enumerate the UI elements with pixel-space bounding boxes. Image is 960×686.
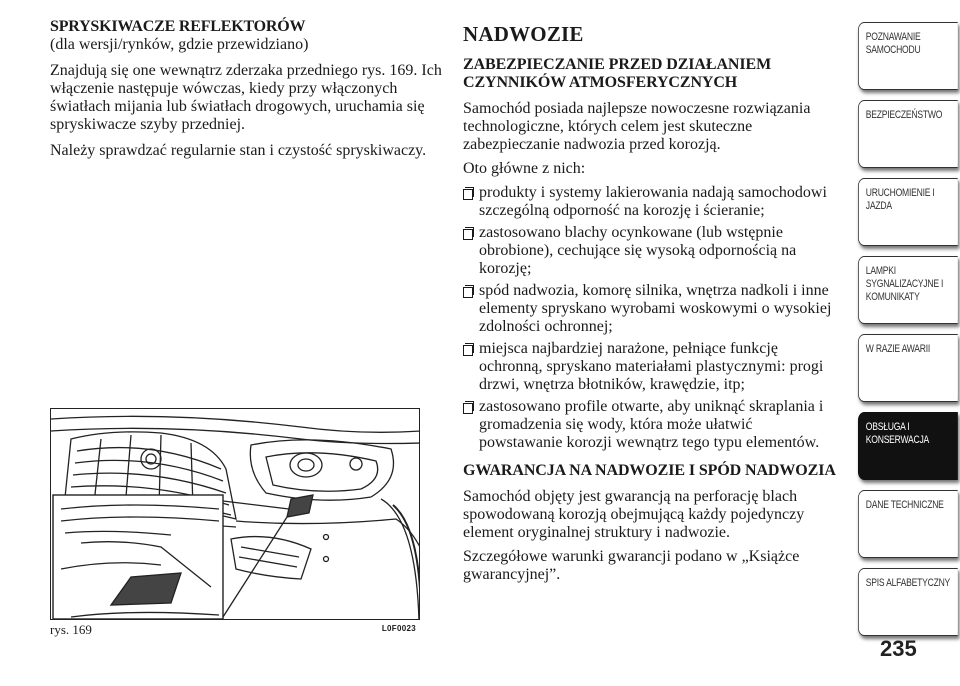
list-item: spód nadwozia, komorę silnika, wnętrza nadkoli i inne elementy spryskano wyrobami woskowymi o wysokiej zdolności ochronnej; bbox=[463, 282, 838, 336]
checkbox-bullet-icon bbox=[463, 227, 473, 238]
chapter-tabs bbox=[858, 22, 960, 646]
warranty-paragraph: Samochód objęty jest gwarancją na perforację blach spowodowaną korozją obejmującą każdy pojedynczy element oryginalnej struktury i nadwozie. bbox=[463, 488, 805, 541]
headlight-washers-heading: SPRYSKIWACZE REFLEKTORÓW bbox=[50, 18, 306, 35]
section-title: NADWOZIE bbox=[463, 22, 584, 46]
figure-front-bumper bbox=[50, 408, 420, 620]
list-item: zastosowano profile otwarte, aby uniknąć skraplania i gromadzenia się wody, która może ułatwić powstawanie korozji wewnątrz tego typu elementów. bbox=[463, 398, 838, 452]
tab-lampki-sygnalizacyjne[interactable]: LAMPKI SYGNALIZACYJNE I KOMUNIKATY bbox=[858, 256, 958, 324]
left-column bbox=[50, 18, 445, 160]
figure-label: rys. 169 bbox=[50, 622, 92, 637]
tab-spis-alfabetyczny[interactable]: SPIS ALFABETYCZNY bbox=[858, 568, 958, 636]
corrosion-protection-heading: ZABEZPIECZANIE PRZED DZIAŁANIEM CZYNNIKÓW ATMOSFERYCZNYCH bbox=[463, 56, 772, 91]
lead-paragraph: Oto główne z nich: bbox=[463, 160, 586, 177]
front-bumper-illustration bbox=[51, 409, 420, 620]
tab-poznawanie-samochodu[interactable]: POZNAWANIE SAMOCHODU bbox=[858, 22, 958, 90]
warranty-paragraph: Szczegółowe warunki gwarancji podano w „Książce gwarancyjnej”. bbox=[463, 548, 800, 583]
tab-dane-techniczne[interactable]: DANE TECHNICZNE bbox=[858, 490, 958, 558]
tab-bezpieczenstwo[interactable]: BEZPIECZEŃSTWO bbox=[858, 100, 958, 168]
tab-obsluga-i-konserwacja[interactable]: OBSŁUGA I KONSERWACJA bbox=[858, 412, 958, 480]
page-number: 235 bbox=[880, 636, 917, 661]
checkbox-bullet-icon bbox=[463, 343, 473, 354]
tab-uruchomienie-i-jazda[interactable]: URUCHOMIENIE I JAZDA bbox=[858, 178, 958, 246]
right-column bbox=[463, 22, 838, 584]
figure-caption bbox=[50, 622, 420, 638]
list-item: produkty i systemy lakierowania nadają samochodowi szczególną odporność na korozję i ścieranie; bbox=[463, 184, 838, 220]
list-item: miejsca najbardziej narażone, pełniące funkcję ochronną, spryskano materiałami plastycznymi: progi drzwi, wnętrza błotników, krawędzie, itp; bbox=[463, 340, 838, 394]
tab-w-razie-awarii[interactable]: W RAZIE AWARII bbox=[858, 334, 958, 402]
paragraph: Należy sprawdzać regularnie stan i czystość spryskiwaczy. bbox=[50, 142, 427, 159]
list-item: zastosowano blachy ocynkowane (lub wstępnie obrobione), cechujące się wysoką odpornością na korozję; bbox=[463, 224, 838, 278]
figure-code: L0F0023 bbox=[381, 624, 416, 633]
paragraph: Znajdują się one wewnątrz zderzaka przedniego rys. 169. Ich włączenie następuje wówczas, kiedy przy włączonych światłach mijania lub światłach drogowych, uruchamia się spryskiwacze szyby przedniej. bbox=[50, 62, 442, 133]
availability-note: (dla wersji/rynków, gdzie przewidziano) bbox=[50, 36, 309, 53]
protection-list bbox=[463, 184, 838, 452]
intro-paragraph: Samochód posiada najlepsze nowoczesne rozwiązania technologiczne, których celem jest skuteczne zabezpieczanie nadwozia przed korozją. bbox=[463, 100, 811, 153]
checkbox-bullet-icon bbox=[463, 401, 473, 412]
checkbox-bullet-icon bbox=[463, 285, 473, 296]
warranty-heading: GWARANCJA NA NADWOZIE I SPÓD NADWOZIA bbox=[463, 462, 836, 479]
checkbox-bullet-icon bbox=[463, 187, 473, 198]
